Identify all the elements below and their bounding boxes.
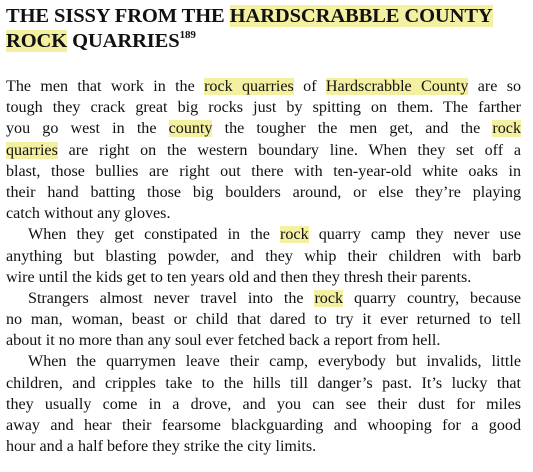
- footnote-marker: 189: [179, 29, 196, 41]
- highlighted-term: quarries: [6, 141, 58, 159]
- text-line: [6, 351, 521, 372]
- highlighted-term: rock quarries: [204, 78, 294, 95]
- text-line: [6, 140, 521, 161]
- text-line: [6, 76, 521, 97]
- text-line: [6, 436, 521, 457]
- text-line: [6, 288, 521, 309]
- text-line: [6, 373, 521, 394]
- text-line: [6, 394, 521, 415]
- text-segment: catch without any gloves.: [6, 205, 171, 223]
- highlighted-term: rock: [280, 226, 309, 244]
- text-segment: hour and a half before they strike the city limits.: [6, 438, 317, 456]
- text-line: [6, 182, 521, 203]
- text-segment: no man, woman, beast or child that dared to try it ever returned to tell: [6, 311, 521, 329]
- text-line: [6, 203, 521, 224]
- highlighted-term: county: [168, 120, 213, 138]
- text-line: [6, 246, 521, 267]
- page-title: [6, 4, 526, 54]
- text-segment: When they get constipated in the: [28, 226, 281, 244]
- text-segment: quarry camp they never use: [308, 226, 521, 244]
- text-segment: the tougher the men get, and the: [212, 120, 493, 138]
- highlighted-term: rock: [314, 289, 344, 307]
- title-highlight-rock: ROCK: [6, 30, 68, 52]
- title-part-2: QUARRIES: [67, 30, 180, 52]
- text-segment: away and hear their fearsome blackguarding and whooping for a good: [6, 417, 521, 434]
- title-highlight-hardscrabble-county: HARDSCRABBLE COUNTY: [229, 5, 493, 27]
- text-segment: you go west in the: [6, 120, 169, 138]
- text-segment: When the quarrymen leave their camp, everybody but invalids, little: [28, 353, 521, 371]
- text-segment: about it no more than any soul ever fetched back a report from hell.: [6, 332, 441, 350]
- text-line: [6, 267, 521, 288]
- title-part-1: THE SISSY FROM THE: [6, 5, 230, 27]
- text-segment: children, and cripples take to the hills till danger’s past. It’s lucky that: [6, 374, 521, 392]
- text-segment: are so: [468, 78, 521, 95]
- text-segment: of: [293, 78, 326, 95]
- text-segment: quarry country, because: [343, 289, 521, 307]
- text-segment: wire until the kids get to ten years old and then they thresh their parents.: [6, 268, 472, 286]
- text-segment: their hand batting those big boulders around, or else they’re playing: [6, 183, 521, 201]
- highlighted-term: rock: [492, 120, 521, 138]
- text-segment: The men that work in the: [6, 78, 205, 95]
- text-segment: blast, those bullies are right out there with ten-year-old white oaks in: [6, 162, 521, 180]
- text-line: [6, 118, 521, 139]
- text-line: [6, 309, 521, 330]
- story-body: [6, 76, 521, 457]
- text-line: [6, 415, 521, 436]
- highlighted-term: Hardscrabble County: [325, 78, 469, 95]
- text-segment: are right on the western boundary line. When they set off a: [57, 141, 521, 159]
- text-segment: tough they crack great big rocks just by spitting on them. The farther: [6, 99, 521, 117]
- text-segment: they usually come in a drove, and you can see their dust for miles: [6, 395, 521, 413]
- text-line: [6, 224, 521, 245]
- text-line: [6, 161, 521, 182]
- text-segment: Strangers almost never travel into the: [28, 289, 315, 307]
- text-segment: anything but blasting powder, and they whip their children with barb: [6, 247, 521, 265]
- text-line: [6, 97, 521, 118]
- text-line: [6, 330, 521, 351]
